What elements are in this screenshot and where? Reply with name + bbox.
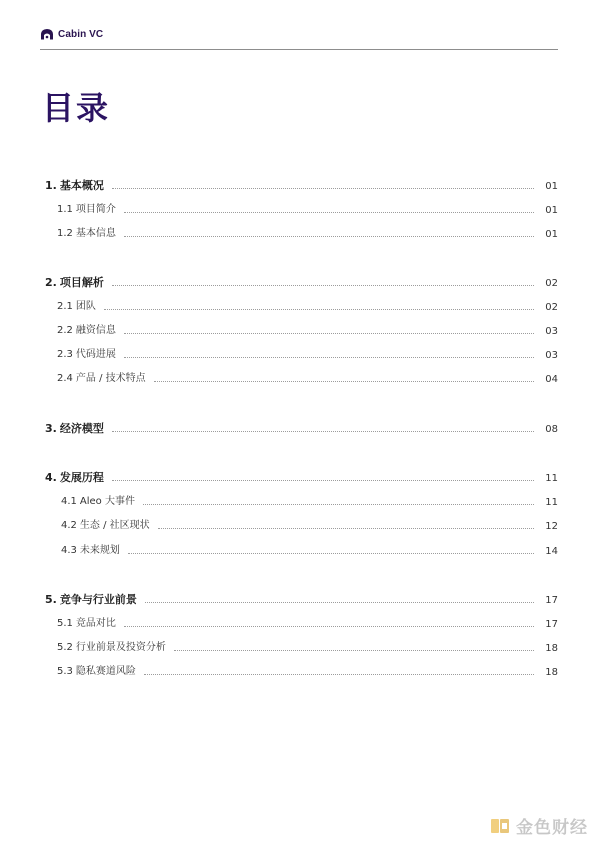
toc-page-number: 18	[545, 666, 558, 678]
toc-number: 2.2	[57, 325, 73, 336]
toc-subsection-row[interactable]	[0, 371, 600, 387]
toc-number: 4.3	[61, 545, 77, 556]
toc-section-row[interactable]	[0, 178, 600, 194]
toc-leader-dots	[158, 528, 534, 529]
toc-label: 未来规划	[79, 545, 120, 556]
toc-label: 发展历程	[59, 471, 104, 484]
toc-number: 2.4	[57, 373, 73, 384]
toc-subsection-row[interactable]	[0, 518, 600, 534]
toc-label: 竞争与行业前景	[59, 593, 137, 606]
toc-subsection-row[interactable]	[0, 347, 600, 363]
toc-page-number: 03	[545, 325, 558, 337]
toc-number: 1.	[45, 179, 57, 192]
toc-leader-dots	[124, 236, 534, 237]
toc-label: 基本信息	[75, 228, 116, 239]
toc-label: 经济模型	[59, 422, 104, 435]
toc-number: 2.	[45, 276, 57, 289]
toc-page-number: 02	[545, 301, 558, 313]
toc-label: 产品 / 技术特点	[75, 373, 146, 384]
toc-leader-dots	[112, 480, 534, 481]
toc-page-number: 18	[545, 642, 558, 654]
toc-label: 行业前景及投资分析	[75, 642, 166, 653]
toc-leader-dots	[112, 188, 534, 189]
toc-subsection-row[interactable]	[0, 226, 600, 242]
toc-number: 1.1	[57, 204, 73, 215]
toc-leader-dots	[154, 381, 534, 382]
logo-text: Cabin VC	[58, 28, 104, 40]
toc-subsection-row[interactable]	[0, 494, 600, 510]
toc-leader-dots	[112, 285, 534, 286]
toc-number: 5.3	[57, 666, 73, 677]
toc-leader-dots	[104, 309, 534, 310]
toc-leader-dots	[124, 212, 534, 213]
toc-page-number: 01	[545, 180, 558, 192]
toc-page-number: 08	[545, 423, 558, 435]
toc-label: 隐私赛道风险	[75, 666, 136, 677]
toc-page-number: 17	[545, 618, 558, 630]
toc-number: 2.3	[57, 349, 73, 360]
toc-number: 4.2	[61, 520, 77, 531]
toc-page-number: 12	[545, 520, 558, 532]
toc-subsection-row[interactable]	[0, 202, 600, 218]
toc-label: 代码进展	[75, 349, 116, 360]
toc-leader-dots	[143, 504, 534, 505]
toc-label: 项目简介	[75, 204, 116, 215]
toc-number: 5.1	[57, 618, 73, 629]
toc-label: 项目解析	[59, 276, 104, 289]
toc-number: 3.	[45, 422, 57, 435]
toc-page-number: 11	[545, 472, 558, 484]
toc-label: Aleo 大事件	[79, 496, 135, 507]
toc-leader-dots	[124, 357, 534, 358]
toc-page-number: 01	[545, 228, 558, 240]
toc-leader-dots	[144, 674, 534, 675]
toc-leader-dots	[128, 553, 534, 554]
toc-section-row[interactable]	[0, 592, 600, 608]
toc-subsection-row[interactable]	[0, 323, 600, 339]
page-title: 目录	[42, 89, 111, 127]
toc-leader-dots	[124, 626, 534, 627]
toc-page-number: 03	[545, 349, 558, 361]
watermark-text: 金色财经	[516, 818, 588, 838]
toc-number: 2.1	[57, 301, 73, 312]
toc-leader-dots	[124, 333, 534, 334]
toc-number: 5.	[45, 593, 57, 606]
toc-number: 4.1	[61, 496, 77, 507]
toc-section-row[interactable]	[0, 470, 600, 486]
toc-leader-dots	[112, 431, 534, 432]
toc-leader-dots	[145, 602, 534, 603]
toc-section-row[interactable]	[0, 275, 600, 291]
toc-page-number: 14	[545, 545, 558, 557]
toc-label: 团队	[75, 301, 96, 312]
toc-subsection-row[interactable]	[0, 640, 600, 656]
toc-label: 融资信息	[75, 325, 116, 336]
toc-leader-dots	[174, 650, 534, 651]
toc-page-number: 17	[545, 594, 558, 606]
toc-page-number: 02	[545, 277, 558, 289]
toc-page-number: 01	[545, 204, 558, 216]
toc-number: 1.2	[57, 228, 73, 239]
toc-label: 生态 / 社区现状	[79, 520, 150, 531]
toc-label: 基本概况	[59, 179, 104, 192]
toc-page-number: 04	[545, 373, 558, 385]
toc-subsection-row[interactable]	[0, 543, 600, 559]
toc-subsection-row[interactable]	[0, 664, 600, 680]
golden-finance-logo-icon	[488, 814, 512, 838]
toc-label: 竞品对比	[75, 618, 116, 629]
toc-number: 4.	[45, 471, 57, 484]
toc-number: 5.2	[57, 642, 73, 653]
toc-section-row[interactable]	[0, 421, 600, 437]
toc-page-number: 11	[545, 496, 558, 508]
toc-subsection-row[interactable]	[0, 616, 600, 632]
watermark	[488, 813, 588, 838]
toc-subsection-row[interactable]	[0, 299, 600, 315]
